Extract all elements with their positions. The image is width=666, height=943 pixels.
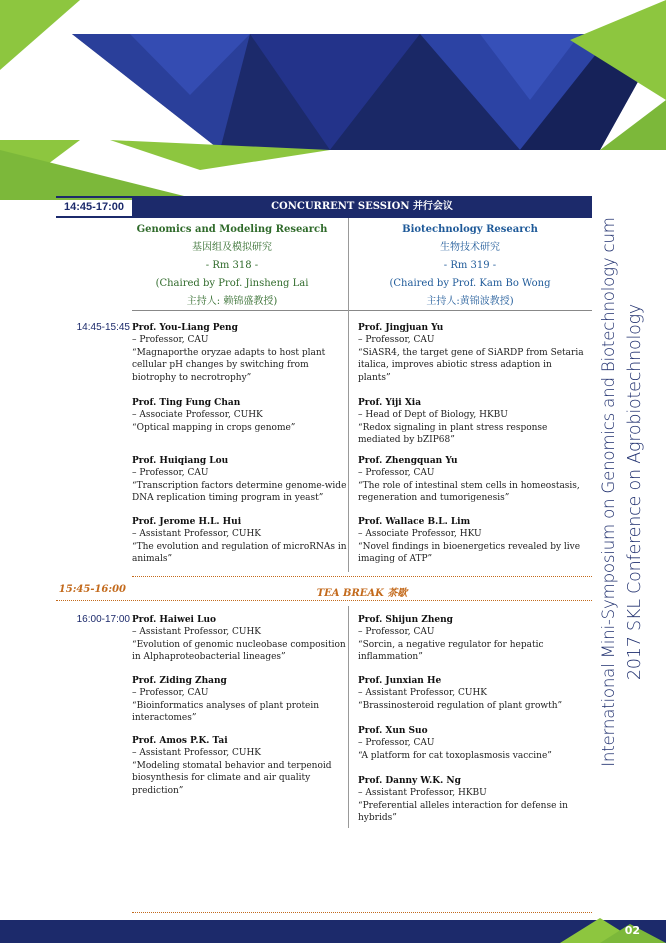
talk-title: “Sorcin, a negative regulator for hepatic inflammation” (358, 639, 544, 663)
talk-title: “Bioinformatics analyses of plant protein interactomes” (132, 700, 320, 724)
talk-item (132, 322, 352, 384)
speaker-name: Prof. Ziding Zhang (132, 676, 227, 686)
track-left-chair-cn: 主持人: 赖锦盛教授) (186, 296, 278, 307)
talk-title: “Optical mapping in crops genome” (132, 422, 296, 433)
talk-title: “Redox signaling in plant stress response mediated by bZIP68” (358, 422, 548, 446)
track-right-chair-cn: 主持人:黄锦波教授) (426, 296, 514, 307)
speaker-role: – Assistant Professor, CUHK (358, 688, 488, 699)
side-title (596, 172, 656, 812)
talk-item (358, 322, 586, 384)
talk-item (132, 675, 352, 725)
talk-item (358, 516, 586, 566)
track-left-chair: (Chaired by Prof. Jinsheng Lai (155, 278, 309, 289)
speaker-name: Prof. Ting Fung Chan (132, 398, 241, 408)
track-left-room: - Rm 318 - (205, 260, 259, 271)
speaker-name: Prof. Jerome H.L. Hui (132, 517, 242, 527)
talk-item (358, 775, 586, 825)
speaker-name: Prof. Shijun Zheng (358, 615, 453, 625)
slot2-time: 16:00-17:00 (76, 614, 130, 625)
talk-item (132, 516, 352, 566)
speaker-name: Prof. Wallace B.L. Lim (358, 517, 471, 527)
talk-title: “Transcription factors determine genome-wide DNA replication timing program in yeast” (132, 480, 347, 504)
talk-title: “The evolution and regulation of microRNAs in animals” (132, 541, 347, 565)
talk-item (358, 675, 586, 712)
track-right-header (350, 221, 590, 311)
talk-title: “Preferential alleles interaction for defense in hybrids” (358, 800, 568, 824)
speaker-role: – Assistant Professor, CUHK (132, 748, 262, 759)
talk-title: “SiASR4, the target gene of SiARDP from Setaria italica, improves abiotic stress adaption in plants” (358, 347, 584, 383)
talk-item (132, 614, 352, 664)
header-divider (132, 310, 592, 311)
talk-title: “Brassinosteroid regulation of plant growth” (358, 700, 563, 711)
side-title-line1: International Mini-Symposium on Genomics and Biotechnology cum (599, 217, 618, 767)
talk-title: “Magnaporthe oryzae adapts to host plant cellular pH changes by switching from biotrophy to necrotrophy” (132, 347, 326, 383)
tea-break-label: TEA BREAK 茶歇 (316, 588, 408, 599)
speaker-name: Prof. Junxian He (358, 676, 442, 686)
talk-title: “The role of intestinal stem cells in homeostasis, regeneration and tumorigenesis” (358, 480, 580, 504)
speaker-role: – Professor, CAU (132, 688, 209, 699)
talk-title: “Novel findings in bioenergetics revealed by live imaging of ATP” (358, 541, 581, 565)
session-time: 14:45-17:00 (56, 196, 132, 218)
tea-break-bottom-rule (56, 600, 592, 601)
talk-item (132, 397, 352, 434)
track-left-name-cn: 基因组及模拟研究 (192, 242, 272, 253)
tea-break-time: 15:45-16:00 (58, 584, 126, 595)
speaker-name: Prof. Haiwei Luo (132, 615, 216, 625)
slot1-time: 14:45-15:45 (76, 322, 130, 333)
speaker-role: – Associate Professor, CUHK (132, 410, 263, 421)
page-number: 02 (624, 924, 640, 937)
side-title-line2: 2017 SKL Conference on Agrobiotechnology (625, 303, 645, 681)
talk-item (358, 614, 586, 664)
track-left-name: Genomics and Modeling Research (136, 224, 328, 235)
session-title: CONCURRENT SESSION 并行会议 (132, 196, 592, 218)
speaker-role: – Professor, CAU (132, 335, 209, 346)
footer-banner (0, 910, 666, 943)
track-right-chair: (Chaired by Prof. Kam Bo Wong (389, 278, 551, 289)
track-right-room: - Rm 319 - (443, 260, 497, 271)
talk-item (358, 397, 586, 447)
speaker-name: Prof. Jingjuan Yu (358, 323, 444, 333)
track-left-header (112, 221, 352, 311)
speaker-role: – Professor, CAU (358, 627, 435, 638)
talk-item (358, 725, 586, 762)
speaker-role: – Professor, CAU (132, 468, 209, 479)
speaker-role: – Assistant Professor, HKBU (358, 788, 487, 799)
talk-title: “A platform for cat toxoplasmosis vaccine” (358, 750, 552, 761)
speaker-role: – Associate Professor, HKU (358, 529, 482, 540)
header-banner (0, 0, 666, 200)
talk-item (132, 455, 352, 505)
track-right-name-cn: 生物技术研究 (440, 242, 500, 253)
talk-title: “Evolution of genomic nucleobase composition in Alphaproteobacterial lineages” (132, 639, 346, 663)
speaker-name: Prof. You-Liang Peng (132, 323, 238, 333)
talk-item (132, 735, 352, 797)
speaker-name: Prof. Zhengquan Yu (358, 456, 458, 466)
speaker-name: Prof. Danny W.K. Ng (358, 776, 461, 786)
track-divider (348, 218, 349, 310)
speaker-role: – Head of Dept of Biology, HKBU (358, 410, 508, 421)
speaker-role: – Assistant Professor, CUHK (132, 529, 262, 540)
tea-break-top-rule (132, 576, 592, 577)
speaker-role: – Assistant Professor, CUHK (132, 627, 262, 638)
speaker-name: Prof. Yiji Xia (358, 398, 422, 408)
speaker-role: – Professor, CAU (358, 468, 435, 479)
speaker-role: – Professor, CAU (358, 335, 435, 346)
talk-item (358, 455, 586, 505)
speaker-name: Prof. Amos P.K. Tai (132, 736, 228, 746)
track-right-name: Biotechnology Research (402, 224, 538, 235)
speaker-name: Prof. Huiqiang Lou (132, 456, 229, 466)
talk-title: “Modeling stomatal behavior and terpenoid biosynthesis for climate and air quality prediction” (132, 760, 332, 796)
speaker-name: Prof. Xun Suo (358, 726, 428, 736)
speaker-role: – Professor, CAU (358, 738, 435, 749)
